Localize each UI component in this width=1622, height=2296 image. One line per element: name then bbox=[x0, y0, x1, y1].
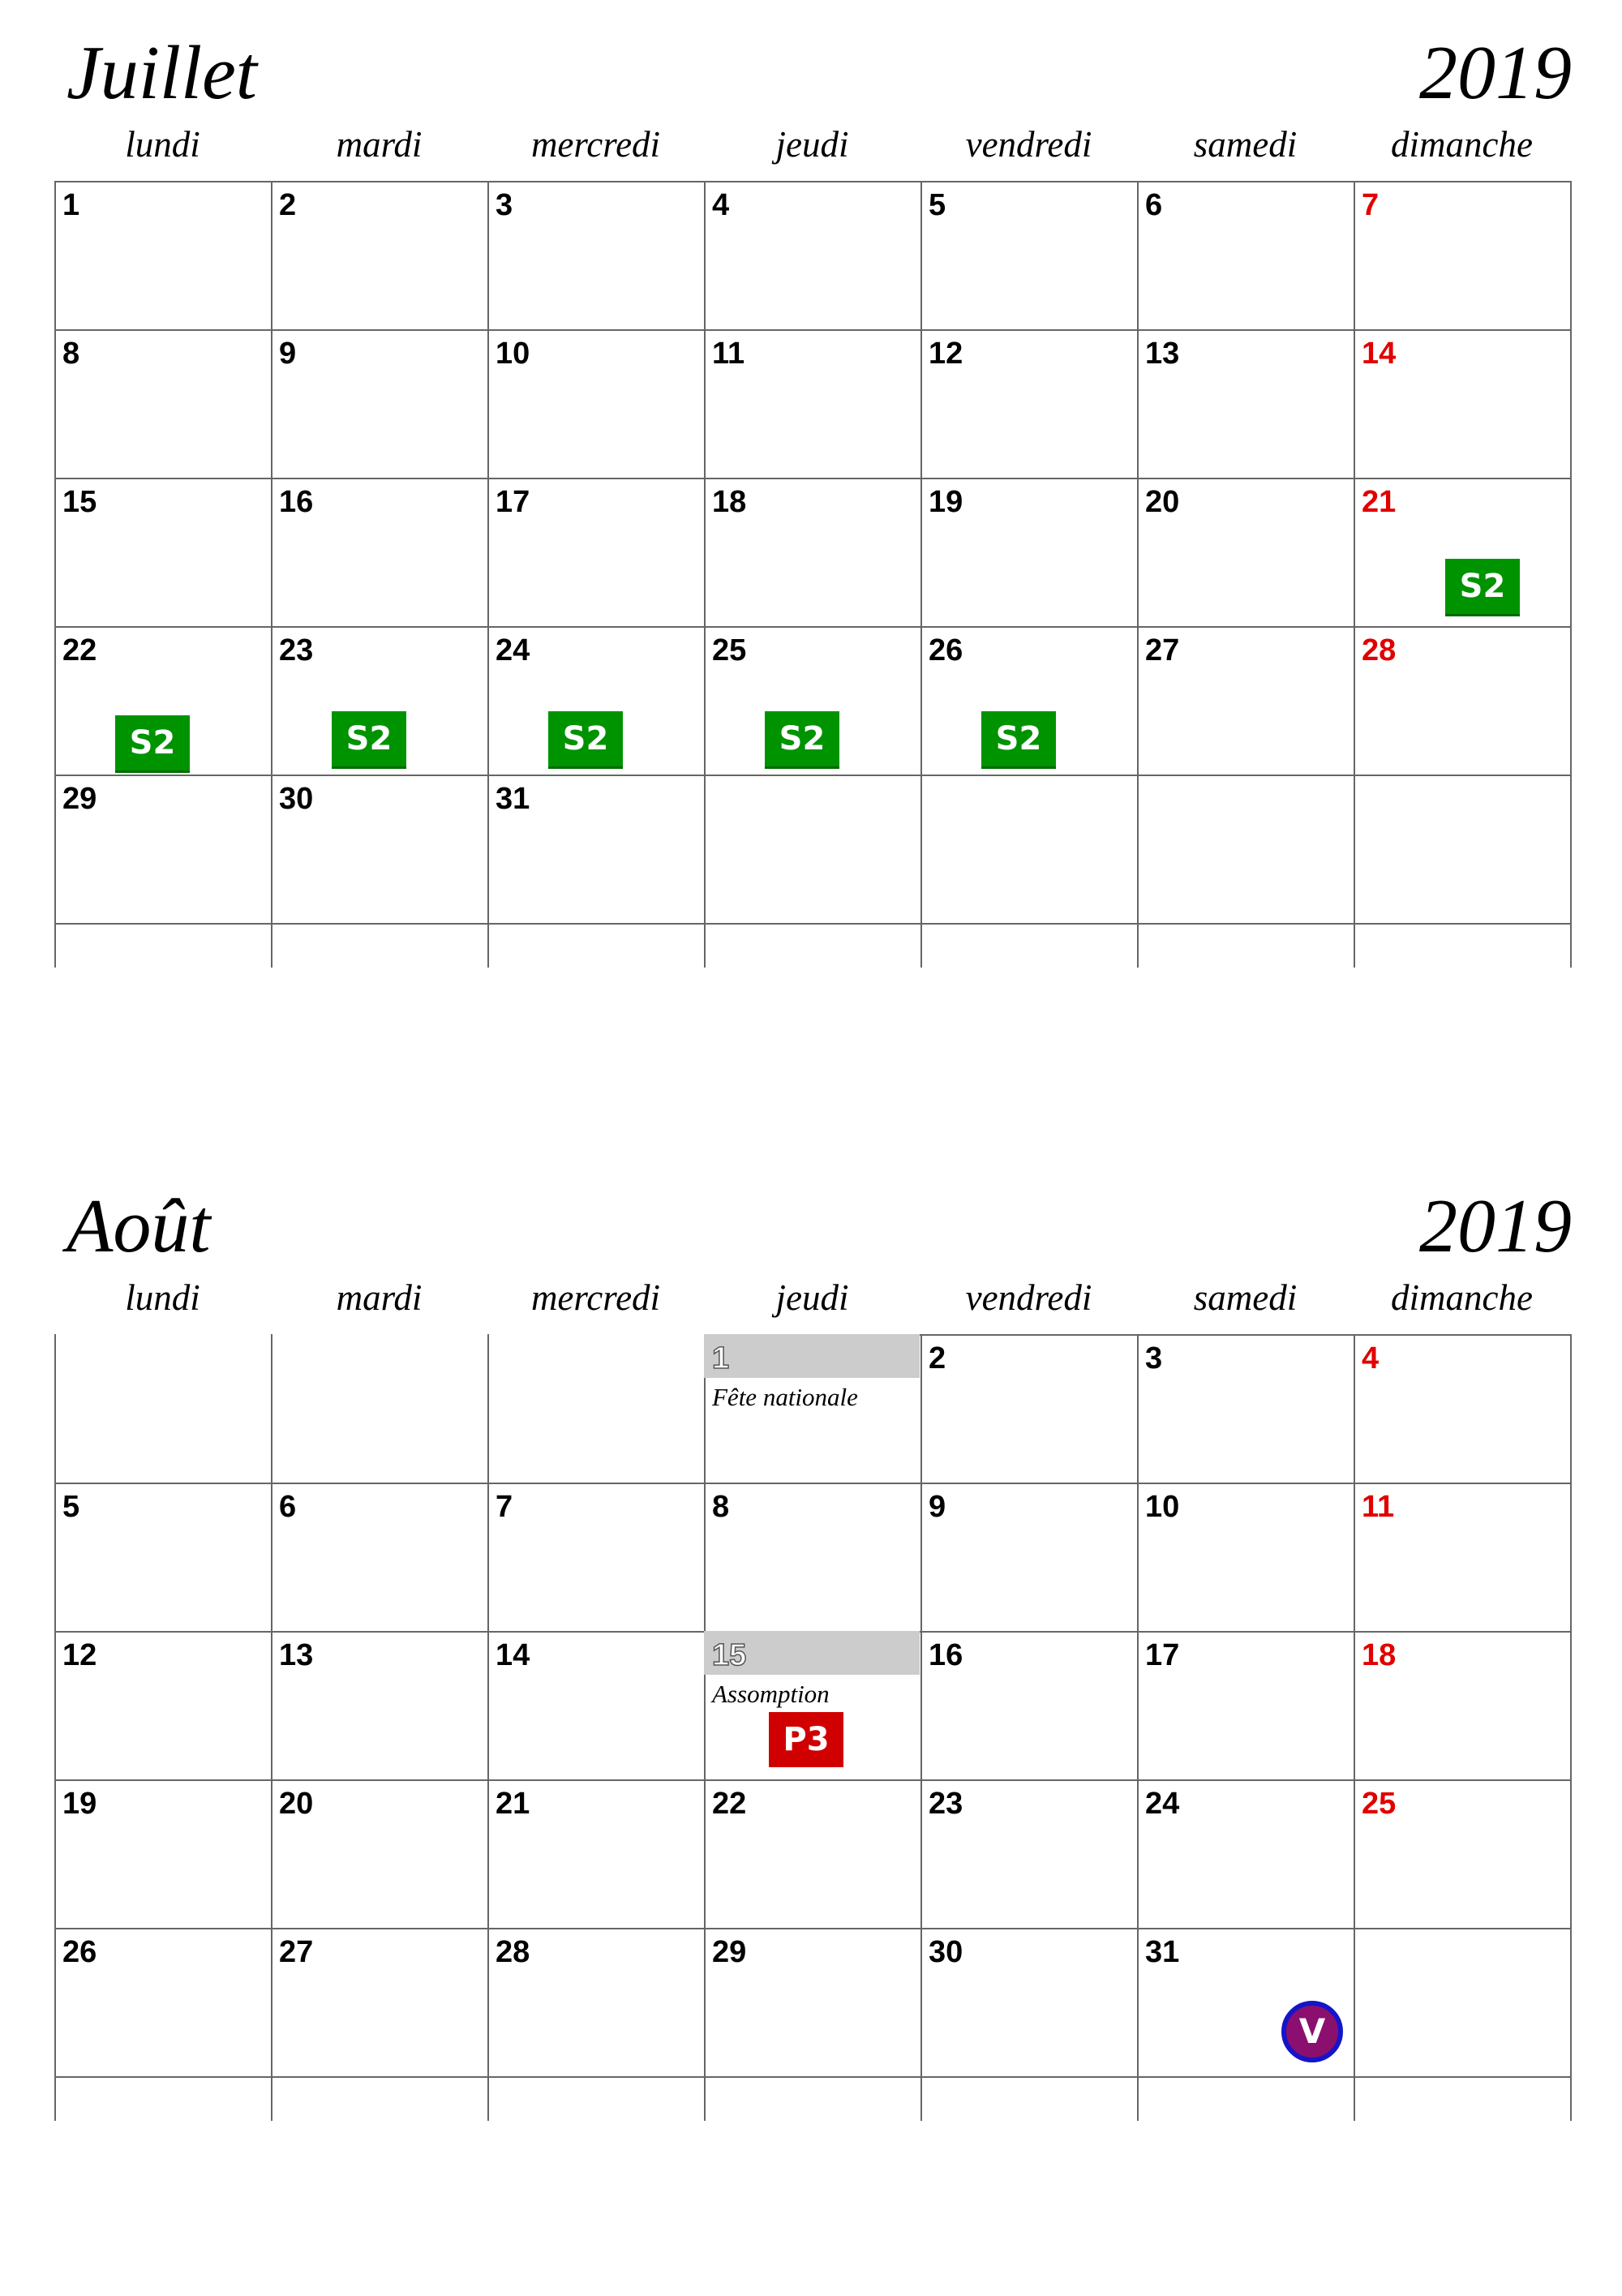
day-number: 25 bbox=[712, 633, 747, 667]
day-cell[interactable] bbox=[920, 478, 1137, 626]
grid-column-line bbox=[1570, 1334, 1572, 2121]
day-cell[interactable] bbox=[54, 478, 271, 626]
day-cell[interactable] bbox=[1354, 626, 1570, 775]
month-august bbox=[0, 1182, 1622, 2139]
day-number: 1 bbox=[62, 188, 80, 222]
day-number: 29 bbox=[62, 782, 97, 816]
day-number: 28 bbox=[1362, 633, 1397, 667]
day-number: 2 bbox=[929, 1341, 946, 1375]
day-number: 4 bbox=[712, 188, 730, 222]
day-number: 23 bbox=[929, 1787, 963, 1821]
day-cell[interactable] bbox=[54, 626, 271, 775]
day-number: 19 bbox=[62, 1787, 97, 1821]
weekday-friday: vendredi bbox=[965, 124, 1092, 165]
day-number: 31 bbox=[496, 782, 530, 816]
day-cell[interactable] bbox=[54, 1483, 271, 1631]
day-number: 6 bbox=[279, 1490, 297, 1524]
day-cell[interactable] bbox=[704, 1631, 920, 1779]
weekday-monday: lundi bbox=[125, 1277, 200, 1318]
day-cell[interactable] bbox=[920, 626, 1137, 775]
day-cell[interactable] bbox=[1354, 181, 1570, 329]
weekday-saturday: samedi bbox=[1193, 124, 1298, 165]
day-cell[interactable] bbox=[271, 181, 487, 329]
day-cell[interactable] bbox=[704, 329, 920, 478]
day-number: 20 bbox=[1145, 485, 1180, 519]
day-number: 17 bbox=[496, 485, 530, 519]
day-cell[interactable] bbox=[1354, 1779, 1570, 1928]
school-holiday-badge: S2 bbox=[548, 711, 623, 769]
day-cell[interactable] bbox=[1137, 478, 1354, 626]
day-cell[interactable] bbox=[920, 1334, 1137, 1483]
weekday-friday: vendredi bbox=[965, 1277, 1092, 1318]
day-number: 20 bbox=[279, 1787, 314, 1821]
day-number: 4 bbox=[1362, 1341, 1380, 1375]
day-number: 3 bbox=[496, 188, 513, 222]
day-cell[interactable] bbox=[54, 181, 271, 329]
day-cell[interactable] bbox=[1137, 329, 1354, 478]
day-cell[interactable] bbox=[487, 775, 704, 923]
day-cell[interactable] bbox=[271, 775, 487, 923]
day-number: 11 bbox=[1362, 1490, 1395, 1524]
day-number: 2 bbox=[279, 188, 297, 222]
day-number: 27 bbox=[1145, 633, 1180, 667]
day-cell[interactable] bbox=[1137, 626, 1354, 775]
day-number: 17 bbox=[1145, 1638, 1180, 1672]
day-cell[interactable] bbox=[271, 478, 487, 626]
day-cell[interactable] bbox=[487, 1928, 704, 2076]
weekday-tuesday: mardi bbox=[336, 1277, 423, 1318]
day-number: 8 bbox=[62, 337, 80, 371]
day-number: 1 bbox=[712, 1341, 730, 1375]
day-number: 9 bbox=[279, 337, 297, 371]
weekday-tuesday: mardi bbox=[336, 124, 423, 165]
day-number: 11 bbox=[712, 337, 745, 371]
month-title: Août bbox=[67, 1184, 211, 1268]
holiday-label: Assomption bbox=[712, 1680, 830, 1708]
day-cell[interactable] bbox=[704, 478, 920, 626]
day-cell[interactable] bbox=[271, 1928, 487, 2076]
day-number: 22 bbox=[62, 633, 97, 667]
day-number: 13 bbox=[279, 1638, 314, 1672]
day-number: 12 bbox=[62, 1638, 97, 1672]
day-cell[interactable] bbox=[271, 1631, 487, 1779]
day-cell[interactable] bbox=[54, 1631, 271, 1779]
day-cell[interactable] bbox=[487, 1483, 704, 1631]
day-cell[interactable] bbox=[1137, 1483, 1354, 1631]
day-cell[interactable] bbox=[487, 478, 704, 626]
day-cell[interactable] bbox=[1137, 1334, 1354, 1483]
school-holiday-badge: S2 bbox=[332, 711, 406, 769]
day-number: 25 bbox=[1362, 1787, 1397, 1821]
day-cell[interactable] bbox=[1354, 329, 1570, 478]
day-number: 23 bbox=[279, 633, 314, 667]
day-cell[interactable] bbox=[1354, 1334, 1570, 1483]
calendar-grid bbox=[54, 181, 1577, 970]
weekday-wednesday: mercredi bbox=[530, 124, 661, 165]
grid-row-line bbox=[1354, 2076, 1570, 2078]
day-cell[interactable] bbox=[271, 626, 487, 775]
day-cell[interactable] bbox=[1354, 478, 1570, 626]
weekday-wednesday: mercredi bbox=[530, 1277, 661, 1318]
day-number: 16 bbox=[279, 485, 314, 519]
weekday-saturday: samedi bbox=[1193, 1277, 1298, 1318]
period-badge: P3 bbox=[769, 1712, 843, 1767]
day-number: 18 bbox=[712, 485, 747, 519]
day-cell[interactable] bbox=[487, 626, 704, 775]
day-number: 30 bbox=[929, 1935, 963, 1969]
day-cell[interactable] bbox=[271, 329, 487, 478]
day-cell[interactable] bbox=[920, 1928, 1137, 2076]
calendar-grid bbox=[54, 1334, 1577, 2123]
school-holiday-badge: S2 bbox=[981, 711, 1056, 769]
day-cell[interactable] bbox=[704, 1483, 920, 1631]
day-number: 18 bbox=[1362, 1638, 1397, 1672]
school-holiday-badge: S2 bbox=[765, 711, 839, 769]
day-cell[interactable] bbox=[1137, 181, 1354, 329]
school-holiday-badge: S2 bbox=[115, 715, 190, 773]
day-cell[interactable] bbox=[487, 1779, 704, 1928]
day-number: 5 bbox=[62, 1490, 80, 1524]
day-number: 15 bbox=[712, 1638, 747, 1672]
day-number: 10 bbox=[496, 337, 530, 371]
holiday-highlight bbox=[704, 1334, 920, 1378]
day-number: 21 bbox=[496, 1787, 530, 1821]
day-cell[interactable] bbox=[54, 775, 271, 923]
day-number: 29 bbox=[712, 1935, 747, 1969]
day-cell[interactable] bbox=[487, 181, 704, 329]
grid-row-line bbox=[54, 923, 704, 925]
day-cell[interactable] bbox=[54, 1928, 271, 2076]
day-cell[interactable] bbox=[920, 329, 1137, 478]
day-cell[interactable] bbox=[271, 1483, 487, 1631]
day-number: 26 bbox=[62, 1935, 97, 1969]
day-number: 26 bbox=[929, 633, 963, 667]
day-number: 31 bbox=[1145, 1935, 1180, 1969]
day-number: 6 bbox=[1145, 188, 1163, 222]
day-number: 14 bbox=[496, 1638, 530, 1672]
day-cell[interactable] bbox=[920, 1483, 1137, 1631]
day-number: 7 bbox=[1362, 188, 1380, 222]
day-number: 27 bbox=[279, 1935, 314, 1969]
day-cell[interactable] bbox=[271, 1779, 487, 1928]
day-cell[interactable] bbox=[487, 329, 704, 478]
day-cell[interactable] bbox=[920, 181, 1137, 329]
day-cell[interactable] bbox=[920, 1779, 1137, 1928]
weekday-sunday: dimanche bbox=[1391, 124, 1533, 165]
day-cell[interactable] bbox=[487, 1631, 704, 1779]
day-number: 22 bbox=[712, 1787, 747, 1821]
day-number: 12 bbox=[929, 337, 963, 371]
day-number: 14 bbox=[1362, 337, 1397, 371]
month-year: 2019 bbox=[1419, 1184, 1572, 1268]
day-cell[interactable] bbox=[704, 626, 920, 775]
day-number: 28 bbox=[496, 1935, 530, 1969]
day-cell[interactable] bbox=[1354, 1631, 1570, 1779]
month-july bbox=[0, 28, 1622, 985]
day-number: 8 bbox=[712, 1490, 730, 1524]
weekday-monday: lundi bbox=[125, 124, 200, 165]
grid-column-line bbox=[1570, 181, 1572, 968]
month-title: Juillet bbox=[67, 31, 257, 115]
day-number: 24 bbox=[496, 633, 530, 667]
day-number: 19 bbox=[929, 485, 963, 519]
day-cell[interactable] bbox=[1137, 1631, 1354, 1779]
day-cell[interactable] bbox=[54, 329, 271, 478]
day-number: 16 bbox=[929, 1638, 963, 1672]
vacation-badge: V bbox=[1281, 2001, 1343, 2062]
day-cell[interactable] bbox=[920, 1631, 1137, 1779]
day-number: 30 bbox=[279, 782, 314, 816]
day-number: 5 bbox=[929, 188, 946, 222]
day-number: 7 bbox=[496, 1490, 513, 1524]
day-cell[interactable] bbox=[1137, 1928, 1354, 2076]
day-cell[interactable] bbox=[1354, 1483, 1570, 1631]
day-number: 15 bbox=[62, 485, 97, 519]
holiday-label: Fête nationale bbox=[712, 1383, 858, 1411]
weekday-thursday: jeudi bbox=[775, 124, 849, 165]
month-year: 2019 bbox=[1419, 31, 1572, 115]
day-cell[interactable] bbox=[704, 1928, 920, 2076]
day-cell[interactable] bbox=[704, 181, 920, 329]
school-holiday-badge: S2 bbox=[1445, 559, 1520, 616]
day-cell[interactable] bbox=[704, 1334, 920, 1483]
day-number: 10 bbox=[1145, 1490, 1180, 1524]
day-number: 24 bbox=[1145, 1787, 1180, 1821]
day-number: 3 bbox=[1145, 1341, 1163, 1375]
day-number: 13 bbox=[1145, 337, 1180, 371]
day-number: 21 bbox=[1362, 485, 1397, 519]
day-cell[interactable] bbox=[704, 1779, 920, 1928]
day-cell[interactable] bbox=[1137, 1779, 1354, 1928]
weekday-thursday: jeudi bbox=[775, 1277, 849, 1318]
weekday-sunday: dimanche bbox=[1391, 1277, 1533, 1318]
day-number: 9 bbox=[929, 1490, 946, 1524]
day-cell[interactable] bbox=[54, 1779, 271, 1928]
